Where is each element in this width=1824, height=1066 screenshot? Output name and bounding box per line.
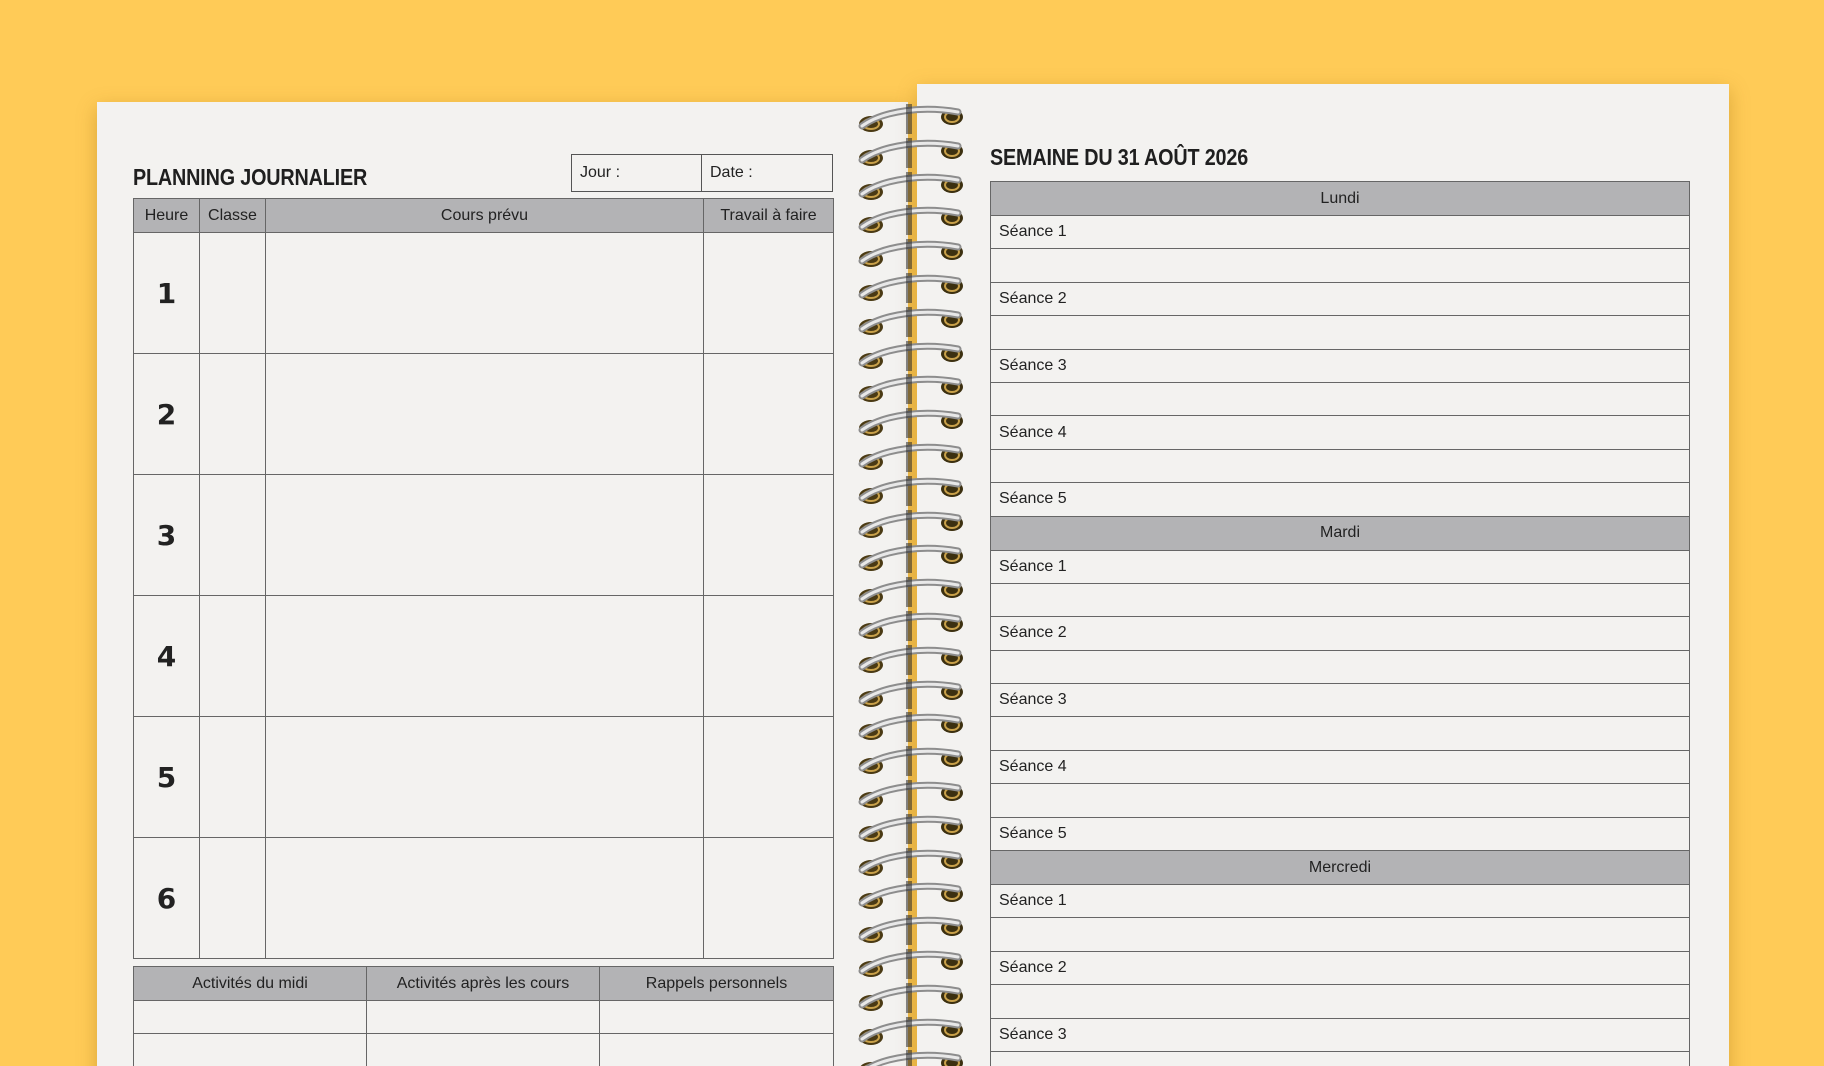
- day-header-row: [991, 516, 1690, 550]
- table-row: [134, 717, 834, 838]
- cours-cell[interactable]: [266, 354, 704, 475]
- hour-number: 4: [134, 596, 200, 717]
- session-label: Séance 1: [991, 550, 1690, 583]
- spiral-ring: [854, 273, 964, 303]
- notes-cell[interactable]: [991, 583, 1690, 616]
- session-label: Séance 2: [991, 282, 1690, 315]
- midi-cell[interactable]: [134, 1001, 367, 1034]
- table-row: [134, 1034, 834, 1066]
- activities-header-row: [134, 967, 834, 1001]
- plan-header-row: [134, 199, 834, 233]
- cours-cell[interactable]: [266, 475, 704, 596]
- day-header-mardi: Mardi: [991, 516, 1690, 550]
- spiral-ring: [854, 138, 964, 168]
- spiral-ring: [854, 746, 964, 776]
- session-label: Séance 3: [991, 1018, 1690, 1051]
- spiral-ring: [854, 780, 964, 810]
- table-row: [134, 1001, 834, 1034]
- notes-cell[interactable]: [991, 918, 1690, 951]
- travail-cell[interactable]: [704, 475, 834, 596]
- spiral-ring: [854, 239, 964, 269]
- daily-planning-page: [97, 102, 908, 1066]
- session-row[interactable]: [991, 817, 1690, 850]
- classe-cell[interactable]: [200, 475, 266, 596]
- column-header-rappels: Rappels personnels: [600, 967, 834, 1001]
- notes-row[interactable]: [991, 784, 1690, 817]
- session-row[interactable]: [991, 216, 1690, 249]
- table-row: [134, 838, 834, 959]
- session-label: Séance 4: [991, 416, 1690, 449]
- classe-cell[interactable]: [200, 233, 266, 354]
- notes-cell[interactable]: [991, 985, 1690, 1018]
- table-row: [134, 233, 834, 354]
- apres-cours-cell[interactable]: [367, 1034, 600, 1066]
- notes-row[interactable]: [991, 717, 1690, 750]
- cours-cell[interactable]: [266, 596, 704, 717]
- session-label: Séance 1: [991, 216, 1690, 249]
- hour-number: 6: [134, 838, 200, 959]
- spiral-ring: [854, 679, 964, 709]
- session-label: Séance 2: [991, 951, 1690, 984]
- notes-row[interactable]: [991, 382, 1690, 415]
- notes-row[interactable]: [991, 316, 1690, 349]
- notes-row[interactable]: [991, 249, 1690, 282]
- travail-cell[interactable]: [704, 233, 834, 354]
- column-header-cours-prevu: Cours prévu: [266, 199, 704, 233]
- hour-number: 3: [134, 475, 200, 596]
- spiral-ring: [854, 1050, 964, 1066]
- session-row[interactable]: [991, 483, 1690, 516]
- date-field[interactable]: Date :: [710, 164, 753, 181]
- apres-cours-cell[interactable]: [367, 1001, 600, 1034]
- spiral-ring: [854, 476, 964, 506]
- spiral-ring: [854, 205, 964, 235]
- table-row: [134, 596, 834, 717]
- column-header-apres-cours: Activités après les cours: [367, 967, 600, 1001]
- session-row[interactable]: [991, 550, 1690, 583]
- day-header-row: [991, 851, 1690, 885]
- spiral-ring: [854, 1017, 964, 1047]
- midi-cell[interactable]: [134, 1034, 367, 1066]
- classe-cell[interactable]: [200, 717, 266, 838]
- cours-cell[interactable]: [266, 233, 704, 354]
- session-label: Séance 3: [991, 684, 1690, 717]
- spiral-ring: [854, 712, 964, 742]
- session-row[interactable]: [991, 750, 1690, 783]
- notes-cell[interactable]: [991, 382, 1690, 415]
- notes-row[interactable]: [991, 985, 1690, 1018]
- session-label: Séance 3: [991, 349, 1690, 382]
- notes-cell[interactable]: [991, 1051, 1690, 1066]
- spiral-ring: [854, 341, 964, 371]
- session-label: Séance 2: [991, 617, 1690, 650]
- spiral-ring: [854, 611, 964, 641]
- notes-cell[interactable]: [991, 249, 1690, 282]
- spiral-ring: [854, 881, 964, 911]
- table-row: [134, 475, 834, 596]
- week-title: SEMAINE DU 31 AOÛT 2026: [990, 144, 1249, 170]
- rappels-cell[interactable]: [600, 1001, 834, 1034]
- column-header-travail: Travail à faire: [704, 199, 834, 233]
- session-label: Séance 1: [991, 885, 1690, 918]
- column-header-midi: Activités du midi: [134, 967, 367, 1001]
- column-header-classe: Classe: [200, 199, 266, 233]
- spiral-binding: [854, 104, 964, 1066]
- column-header-heure: Heure: [134, 199, 200, 233]
- notes-cell[interactable]: [991, 316, 1690, 349]
- notes-cell[interactable]: [991, 784, 1690, 817]
- week-table: [990, 181, 1690, 1066]
- session-label: Séance 5: [991, 817, 1690, 850]
- travail-cell[interactable]: [704, 354, 834, 475]
- spiral-ring: [854, 172, 964, 202]
- notes-row[interactable]: [991, 1051, 1690, 1066]
- notes-cell[interactable]: [991, 449, 1690, 482]
- notes-row[interactable]: [991, 583, 1690, 616]
- session-row[interactable]: [991, 951, 1690, 984]
- day-date-box: [571, 154, 833, 192]
- travail-cell[interactable]: [704, 717, 834, 838]
- spiral-ring: [854, 645, 964, 675]
- spiral-ring: [854, 814, 964, 844]
- session-row[interactable]: [991, 885, 1690, 918]
- spiral-ring: [854, 543, 964, 573]
- day-header-mercredi: Mercredi: [991, 851, 1690, 885]
- spiral-ring: [854, 510, 964, 540]
- classe-cell[interactable]: [200, 838, 266, 959]
- classe-cell[interactable]: [200, 596, 266, 717]
- table-row: [134, 354, 834, 475]
- notes-row[interactable]: [991, 918, 1690, 951]
- session-row[interactable]: [991, 282, 1690, 315]
- notes-cell[interactable]: [991, 717, 1690, 750]
- spiral-ring: [854, 442, 964, 472]
- session-label: Séance 4: [991, 750, 1690, 783]
- travail-cell[interactable]: [704, 596, 834, 717]
- session-row[interactable]: [991, 349, 1690, 382]
- session-row[interactable]: [991, 684, 1690, 717]
- weekly-planning-page: [917, 84, 1729, 1066]
- hour-number: 1: [134, 233, 200, 354]
- session-row[interactable]: [991, 416, 1690, 449]
- session-row[interactable]: [991, 617, 1690, 650]
- spiral-ring: [854, 915, 964, 945]
- page-title: PLANNING JOURNALIER: [133, 164, 368, 190]
- session-label: Séance 5: [991, 483, 1690, 516]
- day-header-row: [991, 182, 1690, 216]
- rappels-cell[interactable]: [600, 1034, 834, 1066]
- notes-row[interactable]: [991, 650, 1690, 683]
- spiral-ring: [854, 307, 964, 337]
- hour-number: 5: [134, 717, 200, 838]
- spiral-ring: [854, 577, 964, 607]
- spiral-ring: [854, 983, 964, 1013]
- activities-table: [133, 966, 834, 1066]
- jour-field[interactable]: Jour :: [572, 155, 702, 191]
- spiral-ring: [854, 104, 964, 134]
- cours-cell[interactable]: [266, 717, 704, 838]
- spiral-ring: [854, 408, 964, 438]
- daily-plan-table: [133, 198, 834, 959]
- spiral-ring: [854, 848, 964, 878]
- notes-cell[interactable]: [991, 650, 1690, 683]
- classe-cell[interactable]: [200, 354, 266, 475]
- notes-row[interactable]: [991, 449, 1690, 482]
- spiral-ring: [854, 374, 964, 404]
- day-header-lundi: Lundi: [991, 182, 1690, 216]
- session-row[interactable]: [991, 1018, 1690, 1051]
- travail-cell[interactable]: [704, 838, 834, 959]
- cours-cell[interactable]: [266, 838, 704, 959]
- hour-number: 2: [134, 354, 200, 475]
- spiral-ring: [854, 949, 964, 979]
